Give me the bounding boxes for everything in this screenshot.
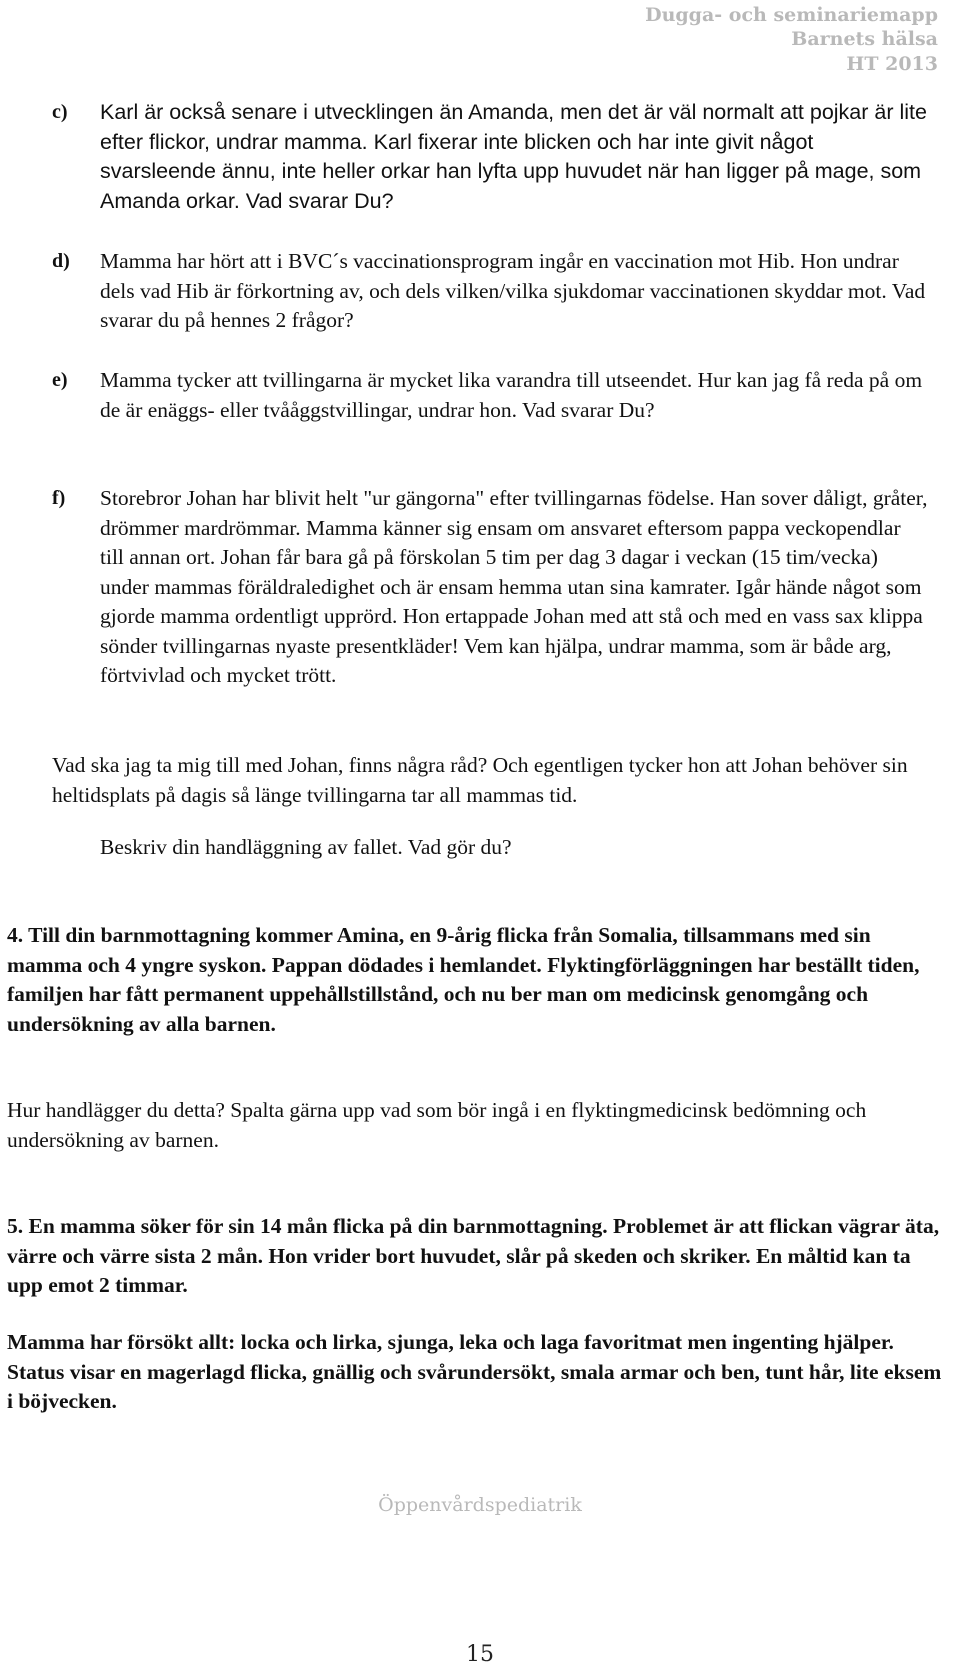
describe-handling: Beskriv din handläggning av fallet. Vad gör du?	[100, 835, 512, 859]
item-label: c)	[52, 101, 68, 123]
header-course: Barnets hälsa	[791, 28, 938, 50]
item-label: d)	[52, 250, 70, 272]
question-4-task: Hur handlägger du detta? Spalta gärna upp vad som bör ingå i en flyktingmedicinsk bedömning och undersökning av barnen.	[7, 1098, 867, 1152]
question-4: 4. Till din barnmottagning kommer Amina, en 9-årig flicka från Somalia, tillsammans med sin mamma och 4 yngre syskon. Pappan dödades i hemlandet. Flyktingförläggningen har beställt tiden, familjen har fått permanent uppehållstillstånd, och nu ber man om medicinsk genomgång och undersökning av alla barnen.	[7, 923, 920, 1036]
page-number: 15	[466, 1642, 494, 1667]
item-text: Mamma har hört att i BVC´s vaccinationsprogram ingår en vaccination mot Hib. Hon undrar dels vad Hib är förkortning av, och dels vilken/vilka sjukdomar vaccinationen skyddar mot. Vad svarar du på hennes 2 frågor?	[100, 249, 926, 332]
header-title: Dugga- och seminariemapp	[645, 4, 938, 26]
item-text: Storebror Johan har blivit helt "ur gängorna" efter tvillingarnas födelse. Han sover dåligt, gråter, drömmer mardrömmar. Mamma känner sig ensam om ansvaret eftersom pappa veckopendlar till annan ort. Johan får bara gå på förskolan 5 tim per dag 3 dagar i veckan (15 tim/vecka) under mammas föräldraledighet och är ensam hemma utan sina kamrater. Igår hände något som gjorde mamma ordentligt upprörd. Hon ertappade Johan med att stå och med en vass sax klippa sönder tvillingarnas nyaste presentkläder! Vem kan hjälpa, undrar mamma, som är både arg, förtvivlad och mycket trött.	[100, 486, 928, 687]
footer-section-name: Öppenvårdspediatrik	[378, 1494, 582, 1516]
item-text: Mamma tycker att tvillingarna är mycket lika varandra till utseendet. Hur kan jag få reda på om de är enäggs- eller tvååggstvillingar, undrar hon. Vad svarar Du?	[100, 368, 923, 422]
johan-paragraph: Vad ska jag ta mig till med Johan, finns några råd? Och egentligen tycker hon att Johan behöver sin heltidsplats på dagis så länge tvillingarna tar all mammas tid.	[52, 753, 908, 807]
item-text: Karl är också senare i utvecklingen än Amanda, men det är väl normalt att pojkar är lite efter flickor, undrar mamma. Karl fixerar inte blicken och har inte givit något svarsleende ännu, inte heller orkar han lyfta upp huvudet när han ligger på mage, som Amanda orkar. Vad svarar Du?	[100, 100, 927, 213]
question-5: 5. En mamma söker för sin 14 mån flicka på din barnmottagning. Problemet är att flickan vägrar äta, värre och värre sista 2 mån. Hon vrider bort huvudet, slår på skeden och skriker. En måltid kan ta upp emot 2 timmar.	[7, 1214, 940, 1297]
item-label: e)	[52, 369, 68, 391]
header-term: HT 2013	[846, 53, 938, 75]
item-label: f)	[52, 487, 66, 509]
question-5-status: Mamma har försökt allt: locka och lirka, sjunga, leka och laga favoritmat men ingenting hjälper. Status visar en magerlagd flicka, gnällig och svårundersökt, smala armar och ben, tunt hår, lite eksem i böjvecken.	[7, 1330, 942, 1413]
